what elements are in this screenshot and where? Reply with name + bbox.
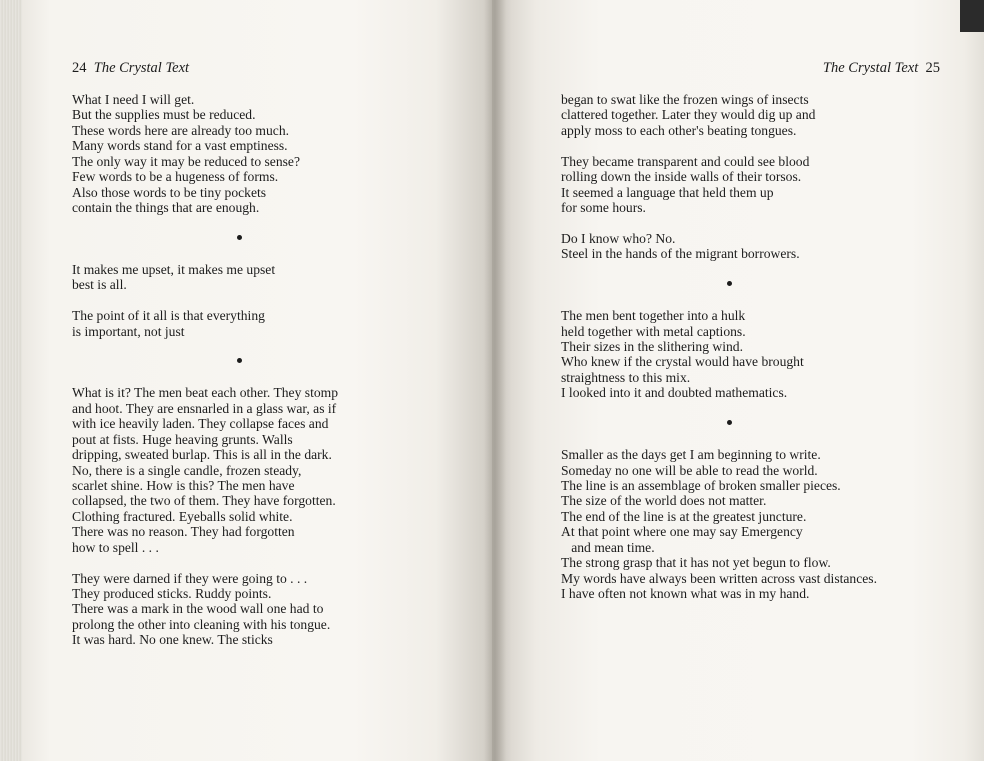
text-line: rolling down the inside walls of their torsos. — [561, 169, 802, 185]
text-line: They were darned if they were going to . . . — [72, 570, 308, 586]
text-line: They produced sticks. Ruddy points. — [72, 586, 272, 601]
right-running-head-title: The Crystal Text — [822, 60, 919, 76]
text-line: The strong grasp that it has not yet begun to flow. — [561, 555, 831, 571]
book-gutter — [484, 0, 506, 761]
right-running-head — [823, 60, 940, 77]
text-line: began to swat like the frozen wings of insects — [561, 92, 809, 107]
stanza — [72, 92, 482, 216]
stanza — [561, 231, 961, 262]
bullet-icon — [727, 281, 732, 286]
text-line: What I need I will get. — [72, 92, 195, 107]
left-page-number: 24 — [72, 60, 87, 76]
section-divider — [561, 416, 961, 431]
section-divider — [72, 231, 482, 246]
text-line: At that point where one may say Emergency — [561, 524, 803, 540]
text-line: They became transparent and could see blood — [561, 153, 810, 169]
text-line: The only way it may be reduced to sense? — [72, 153, 300, 169]
stanza — [561, 92, 961, 138]
section-divider — [72, 354, 482, 369]
text-line: The size of the world does not matter. — [561, 493, 767, 509]
right-page-number: 25 — [925, 60, 940, 76]
text-line: prolong the other into cleaning with his tongue. — [72, 616, 331, 632]
text-line: how to spell . . . — [72, 539, 159, 555]
text-line: is important, not just — [72, 323, 185, 339]
text-line: But the supplies must be reduced. — [72, 107, 256, 123]
text-line: straightness to this mix. — [561, 369, 691, 385]
text-line: Few words to be a hugeness of forms. — [72, 169, 279, 185]
text-line: with ice heavily laden. They collapse faces and — [72, 416, 329, 432]
text-line: It makes me upset, it makes me upset — [72, 261, 276, 277]
text-line: Do I know who? No. — [561, 230, 676, 246]
text-line: pout at fists. Huge heaving grunts. Walls — [72, 431, 293, 447]
stanza — [72, 262, 482, 293]
text-line: held together with metal captions. — [561, 323, 746, 339]
text-line: and mean time. — [561, 539, 655, 555]
text-line: dripping, sweated burlap. This is all in the dark. — [72, 447, 332, 463]
text-line: Steel in the hands of the migrant borrowers. — [561, 246, 800, 262]
text-line: No, there is a single candle, frozen steady, — [72, 462, 302, 478]
text-line: I have often not known what was in my hand. — [561, 586, 810, 601]
stanza — [72, 571, 482, 648]
text-line: best is all. — [72, 277, 127, 293]
text-line: collapsed, the two of them. They have forgotten. — [72, 493, 336, 509]
text-line: What is it? The men beat each other. They stomp — [72, 385, 339, 401]
left-running-head — [72, 60, 189, 77]
section-divider — [561, 277, 961, 292]
stanza — [561, 447, 961, 601]
text-line: Also those words to be tiny pockets — [72, 184, 267, 200]
text-line: There was a mark in the wood wall one had to — [72, 601, 324, 617]
text-line: contain the things that are enough. — [72, 200, 260, 216]
left-running-head-title: The Crystal Text — [93, 60, 190, 76]
text-line: It was hard. No one knew. The sticks — [72, 632, 273, 648]
bullet-icon — [727, 420, 732, 425]
page-edges — [0, 0, 22, 761]
text-line: The end of the line is at the greatest juncture. — [561, 508, 807, 524]
text-line: for some hours. — [561, 200, 646, 216]
text-line: scarlet shine. How is this? The men have — [72, 477, 295, 493]
text-line: Their sizes in the slithering wind. — [561, 339, 743, 354]
bullet-icon — [237, 358, 242, 363]
text-line: and hoot. They are ensnarled in a glass war, as if — [72, 400, 337, 416]
text-line: Smaller as the days get I am beginning to write. — [561, 447, 821, 463]
text-line: I looked into it and doubted mathematics. — [561, 385, 788, 401]
right-page-text — [561, 92, 961, 601]
bullet-icon — [237, 235, 242, 240]
text-line: Clothing fractured. Eyeballs solid white. — [72, 508, 293, 524]
stanza — [72, 308, 482, 339]
text-line: There was no reason. They had forgotten — [72, 524, 295, 540]
text-line: My words have always been written across vast distances. — [561, 570, 877, 586]
text-line: The point of it all is that everything — [72, 308, 265, 324]
stanza — [561, 308, 961, 401]
stanza — [72, 385, 482, 555]
text-line: The men bent together into a hulk — [561, 308, 746, 324]
stanza — [561, 154, 961, 216]
text-line: It seemed a language that held them up — [561, 184, 774, 200]
left-page-text — [72, 92, 482, 648]
text-line: These words here are already too much. — [72, 122, 290, 138]
text-line: Who knew if the crystal would have brought — [561, 354, 804, 370]
text-line: Someday no one will be able to read the world. — [561, 462, 818, 478]
text-line: clattered together. Later they would dig up and — [561, 107, 816, 123]
background-corner — [960, 0, 984, 32]
text-line: Many words stand for a vast emptiness. — [72, 138, 288, 154]
text-line: The line is an assemblage of broken smaller pieces. — [561, 477, 841, 493]
text-line: apply moss to each other's beating tongues. — [561, 122, 797, 138]
